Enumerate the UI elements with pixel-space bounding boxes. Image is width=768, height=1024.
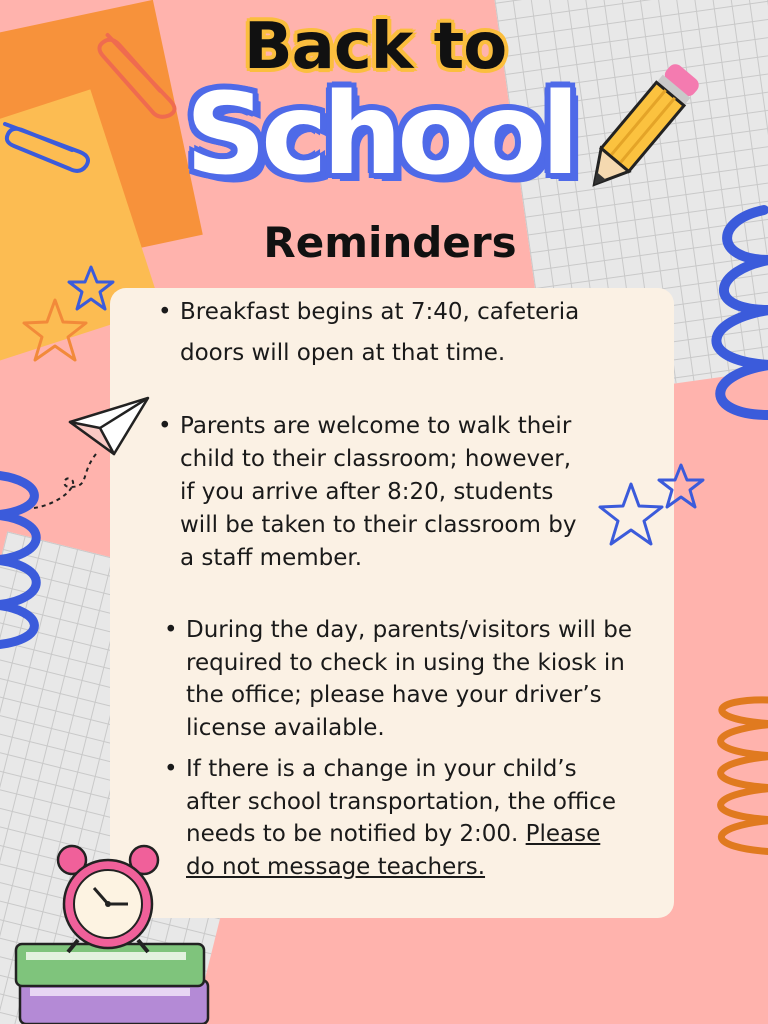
paper-plane-icon — [20, 392, 160, 522]
reminder-3: • During the day, parents/visitors will be required to check in using the kiosk in the office; please have your driver’s license available. — [164, 614, 634, 744]
reminder-list-item — [164, 614, 634, 744]
reminder-4-text: If there is a change in your child’s after school transportation, the office needs to be notified by 2:00. — [186, 756, 616, 847]
paperclip-icon — [0, 112, 100, 172]
alarm-clock-icon — [52, 842, 164, 954]
title-line-2: School — [185, 70, 575, 200]
reminder-4-note: Please do not message teachers. — [186, 821, 601, 880]
reminder-list-item — [164, 753, 634, 883]
subtitle: Reminders — [263, 218, 517, 267]
reminder-list-item — [158, 292, 598, 374]
scribble-icon — [674, 200, 768, 430]
scribble-icon — [690, 690, 768, 870]
star-icon — [656, 462, 706, 512]
star-icon — [20, 296, 90, 366]
title-line-1: Back to — [243, 10, 507, 84]
reminder-2: • Parents are welcome to walk their child to their classroom; however, if you arrive after 8:20, students will be taken to their classroom by a staff member. — [158, 410, 578, 575]
reminder-1: • Breakfast begins at 7:40, cafeteria doors will open at that time. — [158, 292, 598, 374]
reminder-list-item — [158, 410, 578, 575]
reminder-4 — [164, 753, 634, 883]
